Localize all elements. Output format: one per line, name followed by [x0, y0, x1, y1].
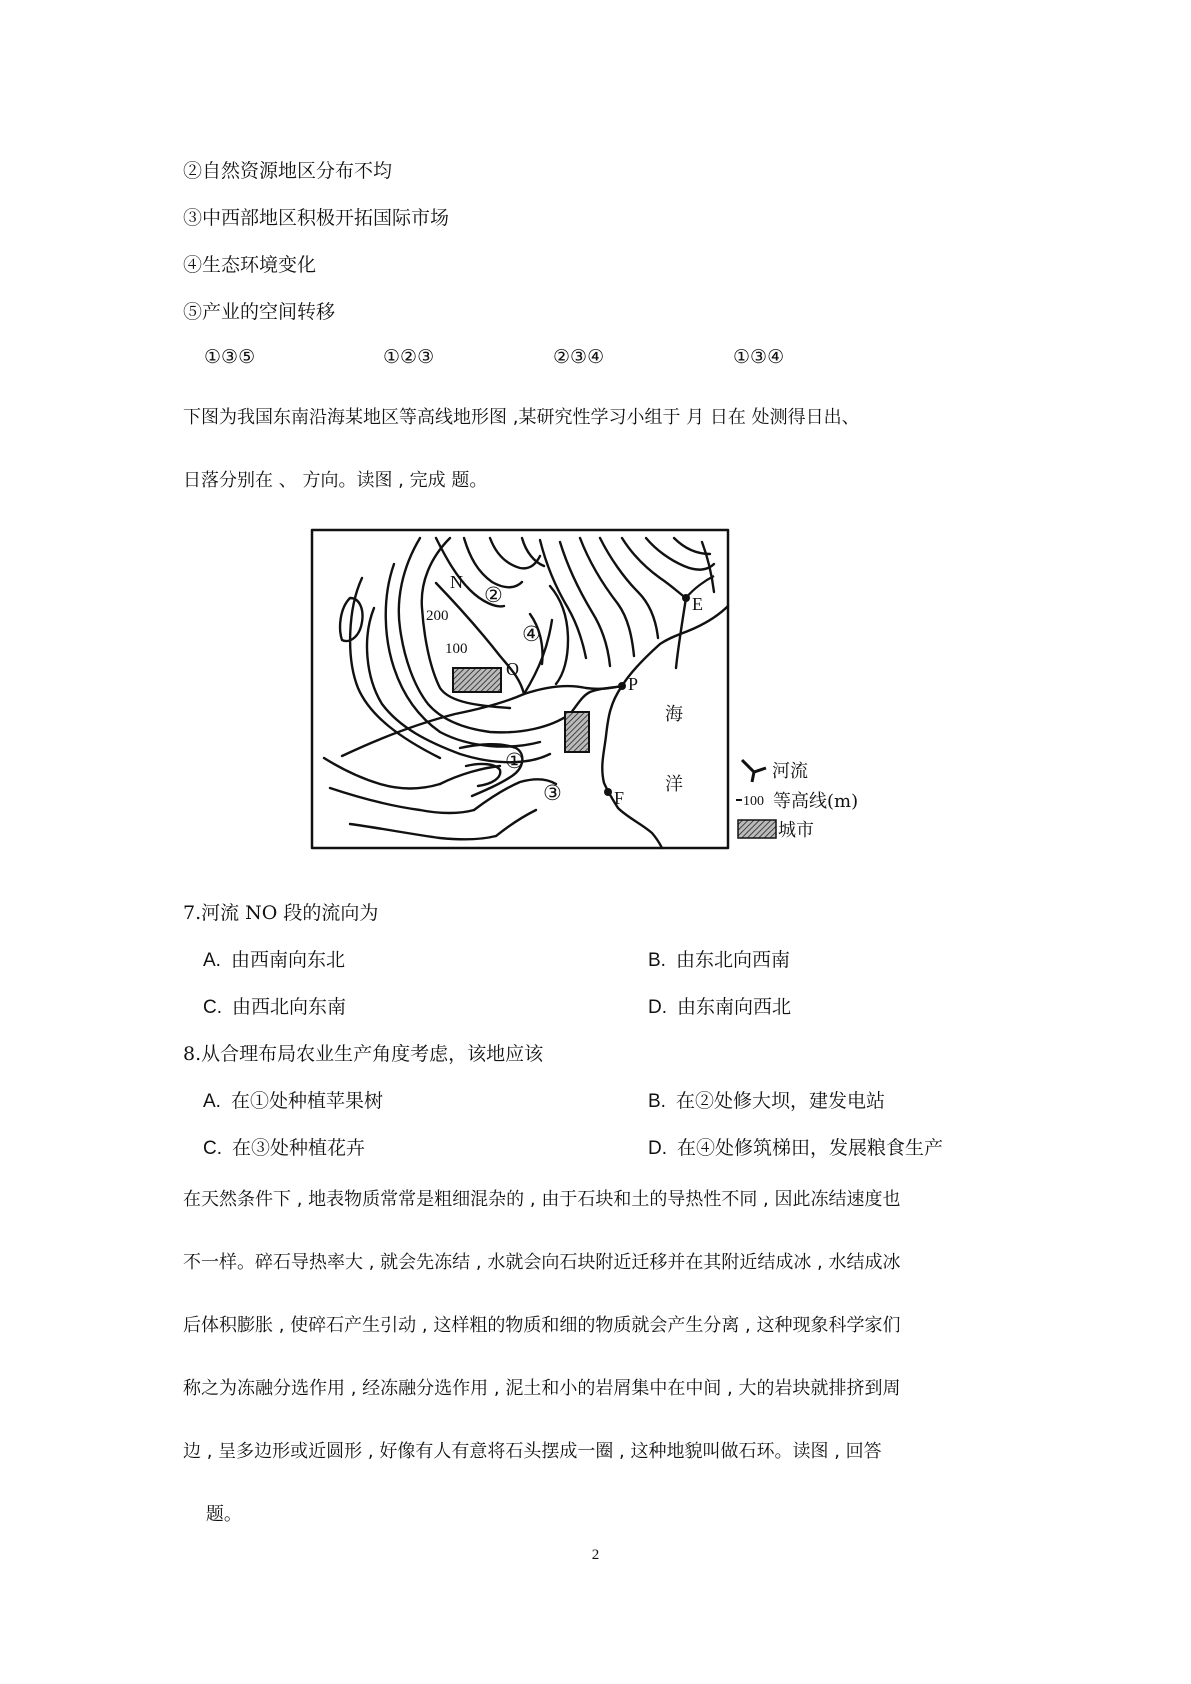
- legend-contour: 等高线(m): [773, 791, 859, 812]
- combo-option-a: ①③⑤: [204, 346, 256, 368]
- intro-line-1: 下图为我国东南沿海某地区等高线地形图 ,某研究性学习小组于 月 日在 处测得日出、: [183, 407, 860, 428]
- river-legend-icon: [742, 760, 766, 782]
- combo-option-b: ①②③: [383, 346, 435, 368]
- passage-line-4: 称之为冻融分选作用 , 经冻融分选作用 , 泥土和小的岩屑集中在中间 , 大的岩块就排挤到周: [183, 1378, 901, 1399]
- city-east-marker: [565, 712, 589, 752]
- marker-3: ③: [543, 781, 562, 805]
- point-p: [618, 682, 626, 690]
- list-item-5: ⑤产业的空间转移: [183, 301, 336, 323]
- q8-stem: 8.从合理布局农业生产角度考虑，该地应该: [183, 1043, 544, 1065]
- q8-option-a[interactable]: A. 在①处种植苹果树: [203, 1090, 383, 1112]
- label-sea-2: 洋: [665, 774, 683, 795]
- q7-option-d[interactable]: D. 由东南向西北: [648, 996, 792, 1018]
- label-e: E: [692, 594, 703, 614]
- passage-line-1: 在天然条件下 , 地表物质常常是粗细混杂的 , 由于石块和土的导热性不同 , 因此冻结速度也: [183, 1189, 901, 1210]
- passage-line-2: 不一样。碎石导热率大 , 就会先冻结 , 水就会向石块附近迁移并在其附近结成冰 , 水结成冰: [183, 1252, 901, 1273]
- point-e: [682, 594, 690, 602]
- label-p: P: [628, 674, 639, 694]
- label-o: O: [506, 659, 519, 679]
- marker-4: ④: [522, 622, 541, 646]
- legend-contour-sample: 100: [743, 794, 764, 809]
- label-100: 100: [445, 641, 468, 657]
- label-sea-1: 海: [665, 704, 683, 725]
- legend-city: 城市: [778, 820, 814, 841]
- q8-option-c[interactable]: C. 在③处种植花卉: [203, 1137, 366, 1159]
- label-f: F: [614, 788, 625, 808]
- combo-option-d: ①③④: [733, 346, 785, 368]
- q7-option-b[interactable]: B. 由东北向西南: [648, 949, 790, 971]
- label-200: 200: [426, 608, 449, 624]
- list-item-3: ③中西部地区积极开拓国际市场: [183, 207, 450, 229]
- label-n: N: [450, 572, 463, 592]
- point-f: [604, 788, 612, 796]
- list-item-2: ②自然资源地区分布不均: [183, 160, 393, 182]
- q7-option-a[interactable]: A. 由西南向东北: [203, 949, 345, 971]
- q7-stem: 7.河流 NO 段的流向为: [183, 902, 379, 924]
- map-legend: [736, 760, 858, 841]
- intro-line-2: 日落分别在 、 方向。读图 , 完成 题。: [183, 470, 488, 491]
- city-west-marker: [453, 668, 501, 692]
- marker-1: ①: [505, 749, 524, 773]
- list-item-4: ④生态环境变化: [183, 254, 317, 276]
- q8-option-b[interactable]: B. 在②处修大坝，建发电站: [648, 1090, 885, 1112]
- q8-option-d[interactable]: D. 在④处修筑梯田，发展粮食生产: [648, 1137, 944, 1159]
- legend-river: 河流: [772, 761, 808, 782]
- page-number: 2: [591, 1547, 600, 1563]
- city-legend-icon: [738, 820, 776, 838]
- combo-option-c: ②③④: [553, 346, 605, 368]
- contour-map: [310, 528, 880, 858]
- q7-option-c[interactable]: C. 由西北向东南: [203, 996, 347, 1018]
- marker-2: ②: [484, 583, 503, 607]
- passage-line-6: 题。: [183, 1504, 242, 1525]
- passage-line-5: 边 , 呈多边形或近圆形 , 好像有人有意将石头摆成一圈 , 这种地貌叫做石环。读图 , 回答: [183, 1441, 882, 1462]
- passage-line-3: 后体积膨胀 , 使碎石产生引动 , 这样粗的物质和细的物质就会产生分离 , 这种现象科学家们: [183, 1315, 901, 1336]
